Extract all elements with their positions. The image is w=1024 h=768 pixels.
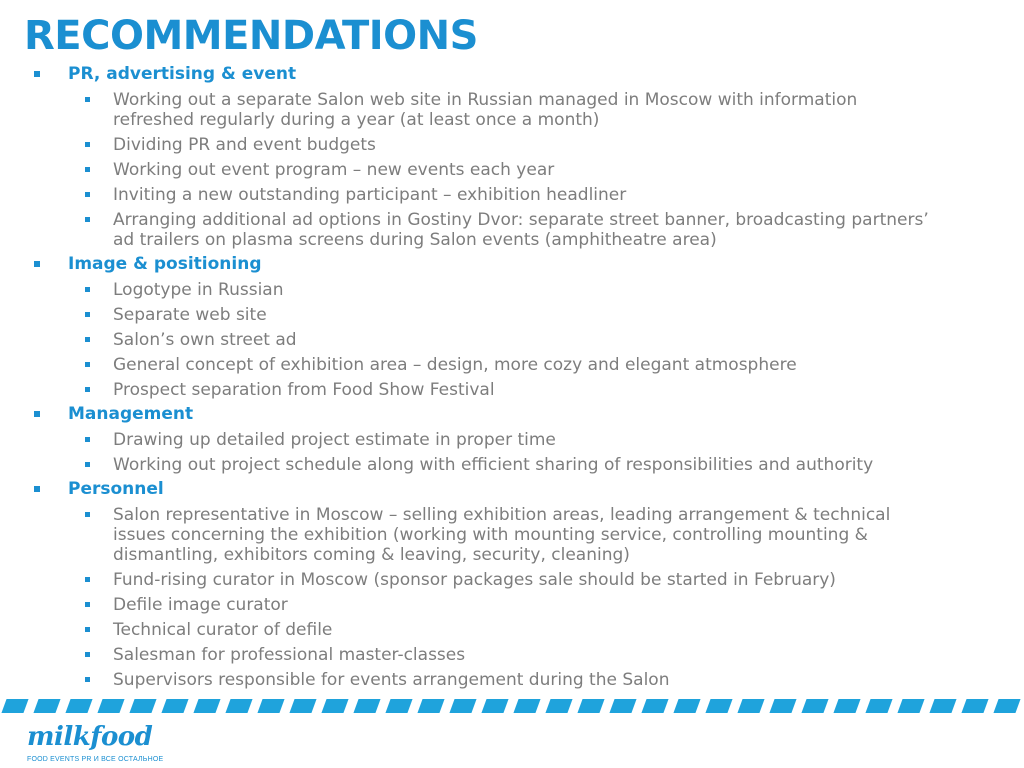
stripe-segment: [417, 699, 444, 713]
stripe-segment: [961, 699, 988, 713]
section-heading: [0, 477, 1000, 502]
square-bullet-icon: [34, 411, 40, 417]
stripe-segment: [993, 699, 1020, 713]
recommendations-list: [0, 62, 1000, 692]
list-item-text: Supervisors responsible for events arrangement during the Salon: [113, 669, 670, 690]
list-item-text: Salon’s own street ad: [113, 329, 297, 350]
section-heading-label: PR, advertising & event: [68, 64, 297, 84]
stripe-segment: [129, 699, 156, 713]
section-heading-label: Management: [68, 404, 194, 424]
stripe-segment: [929, 699, 956, 713]
square-bullet-icon: [85, 577, 90, 582]
square-bullet-icon: [34, 261, 40, 267]
square-bullet-icon: [85, 462, 90, 467]
list-item: [0, 87, 943, 132]
square-bullet-icon: [85, 512, 90, 517]
stripe-segment: [449, 699, 476, 713]
stripe-segment: [289, 699, 316, 713]
page-title: RECOMMENDATIONS: [24, 13, 478, 59]
list-item: [0, 182, 943, 207]
list-item: [0, 302, 943, 327]
square-bullet-icon: [85, 167, 90, 172]
stripe-segment: [577, 699, 604, 713]
logo-tagline: FOOD EVENTS PR И ВСЕ ОСТАЛЬНОЕ: [27, 756, 164, 763]
list-item-text: Technical curator of defile: [113, 619, 333, 640]
list-item: [0, 132, 943, 157]
stripe-segment: [833, 699, 860, 713]
list-item: [0, 352, 943, 377]
list-item: [0, 617, 943, 642]
stripe-segment: [673, 699, 700, 713]
list-item: [0, 642, 943, 667]
list-item: [0, 157, 943, 182]
list-item-text: Prospect separation from Food Show Festival: [113, 379, 495, 400]
square-bullet-icon: [85, 192, 90, 197]
list-item: [0, 452, 943, 477]
stripe-segment: [321, 699, 348, 713]
list-item: [0, 502, 943, 567]
list-item: [0, 427, 943, 452]
list-item: [0, 592, 943, 617]
stripe-segment: [897, 699, 924, 713]
stripe-segment: [641, 699, 668, 713]
section-pr-advertising: [0, 62, 1000, 252]
list-item: [0, 377, 943, 402]
stripe-segment: [545, 699, 572, 713]
list-item: [0, 277, 943, 302]
square-bullet-icon: [85, 312, 90, 317]
stripe-segment: [257, 699, 284, 713]
list-item-text: Logotype in Russian: [113, 279, 284, 300]
section-image-positioning: [0, 252, 1000, 402]
list-item-text: Salesman for professional master-classes: [113, 644, 466, 665]
list-item: [0, 667, 943, 692]
square-bullet-icon: [85, 217, 90, 222]
list-item-text: Dividing PR and event budgets: [113, 134, 376, 155]
stripe-segment: [225, 699, 252, 713]
list-item-text: Working out a separate Salon web site in Russian managed in Moscow with information refreshed regularly during a year (at least once a month): [113, 89, 858, 130]
stripe-segment: [193, 699, 220, 713]
square-bullet-icon: [34, 486, 40, 492]
stripe-segment: [65, 699, 92, 713]
square-bullet-icon: [85, 362, 90, 367]
square-bullet-icon: [85, 627, 90, 632]
stripe-segment: [385, 699, 412, 713]
stripe-segment: [801, 699, 828, 713]
section-personnel: [0, 477, 1000, 692]
stripe-segment: [481, 699, 508, 713]
square-bullet-icon: [85, 387, 90, 392]
stripe-segment: [513, 699, 540, 713]
square-bullet-icon: [34, 71, 40, 77]
list-item-text: Working out project schedule along with efficient sharing of responsibilities and authority: [113, 454, 874, 475]
stripe-segment: [1, 699, 28, 713]
section-heading: [0, 62, 1000, 87]
square-bullet-icon: [85, 337, 90, 342]
stripe-segment: [161, 699, 188, 713]
list-item-text: Fund-rising curator in Moscow (sponsor packages sale should be started in February): [113, 569, 836, 590]
stripe-segment: [353, 699, 380, 713]
stripe-segment: [769, 699, 796, 713]
list-item-text: General concept of exhibition area – design, more cozy and elegant atmosphere: [113, 354, 797, 375]
stripe-segment: [97, 699, 124, 713]
list-item-text: Drawing up detailed project estimate in proper time: [113, 429, 556, 450]
square-bullet-icon: [85, 97, 90, 102]
list-item-text: Inviting a new outstanding participant – exhibition headliner: [113, 184, 627, 205]
square-bullet-icon: [85, 437, 90, 442]
square-bullet-icon: [85, 677, 90, 682]
list-item-text: Defile image curator: [113, 594, 288, 615]
section-management: [0, 402, 1000, 477]
list-item-text: Arranging additional ad options in Gostiny Dvor: separate street banner, broadcasting partners’ ad trailers on plasma screens during Salon events (amphitheatre area): [113, 209, 929, 250]
section-heading-label: Personnel: [68, 479, 164, 499]
list-item-text: Working out event program – new events each year: [113, 159, 555, 180]
square-bullet-icon: [85, 142, 90, 147]
list-item: [0, 327, 943, 352]
section-heading: [0, 402, 1000, 427]
square-bullet-icon: [85, 652, 90, 657]
stripe-segment: [865, 699, 892, 713]
list-item: [0, 567, 943, 592]
list-item-text: Salon representative in Moscow – selling exhibition areas, leading arrangement & technical issues concerning the exhibition (working with mounting service, controlling mounting & dismantling, exhibitors coming & leaving, security, cleaning): [113, 504, 891, 565]
section-heading-label: Image & positioning: [68, 254, 262, 274]
square-bullet-icon: [85, 602, 90, 607]
list-item-text: Separate web site: [113, 304, 267, 325]
stripe-segment: [609, 699, 636, 713]
stripe-segment: [33, 699, 60, 713]
stripe-segment: [737, 699, 764, 713]
stripe-segment: [705, 699, 732, 713]
square-bullet-icon: [85, 287, 90, 292]
section-heading: [0, 252, 1000, 277]
list-item: [0, 207, 943, 252]
decorative-stripe: [0, 699, 1024, 713]
milkfood-logo: milkfood: [27, 722, 153, 752]
